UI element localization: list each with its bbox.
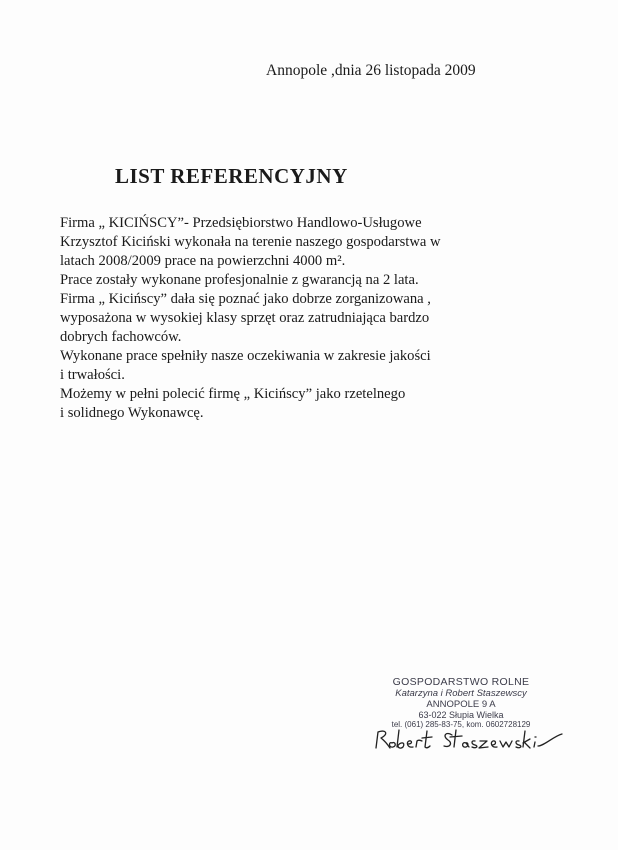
stamp-owners: Katarzyna i Robert Staszewscy [395, 688, 527, 699]
handwritten-signature [372, 724, 572, 754]
body-line: Prace zostały wykonane profesjonalnie z gwarancją na 2 lata. [60, 272, 419, 288]
body-line: dobrych fachowców. [60, 329, 182, 345]
body-line: Firma „ Kicińscy” dała się poznać jako dobrze zorganizowana , [60, 291, 431, 307]
body-line: latach 2008/2009 prace na powierzchni 4000 m². [60, 253, 346, 269]
stamp-address: ANNOPOLE 9 A [426, 699, 496, 710]
stamp-phone: tel. (061) 285-83-75, kom. 0602728129 [391, 720, 531, 729]
body-line: Krzysztof Kiciński wykonała na terenie naszego gospodarstwa w [60, 234, 441, 250]
letter-body [60, 214, 530, 423]
farm-stamp [376, 676, 546, 730]
body-line: i trwałości. [60, 367, 125, 383]
body-line: wyposażona w wysokiej klasy sprzęt oraz zatrudniająca bardzo [60, 310, 430, 326]
body-line: Możemy w pełni polecić firmę „ Kicińscy” jako rzetelnego [60, 386, 406, 402]
document-title: LIST REFERENCYJNY [115, 164, 348, 188]
body-line: i solidnego Wykonawcę. [60, 405, 204, 421]
place-and-date: Annopole ,dnia 26 listopada 2009 [266, 62, 476, 79]
body-line: Firma „ KICIŃSCY”- Przedsiębiorstwo Handlowo-Usługowe [60, 215, 422, 231]
stamp-title: GOSPODARSTWO ROLNE [392, 676, 530, 688]
stamp-city: 63-022 Słupia Wielka [418, 710, 504, 720]
body-line: Wykonane prace spełniły nasze oczekiwania w zakresie jakości [60, 348, 431, 364]
